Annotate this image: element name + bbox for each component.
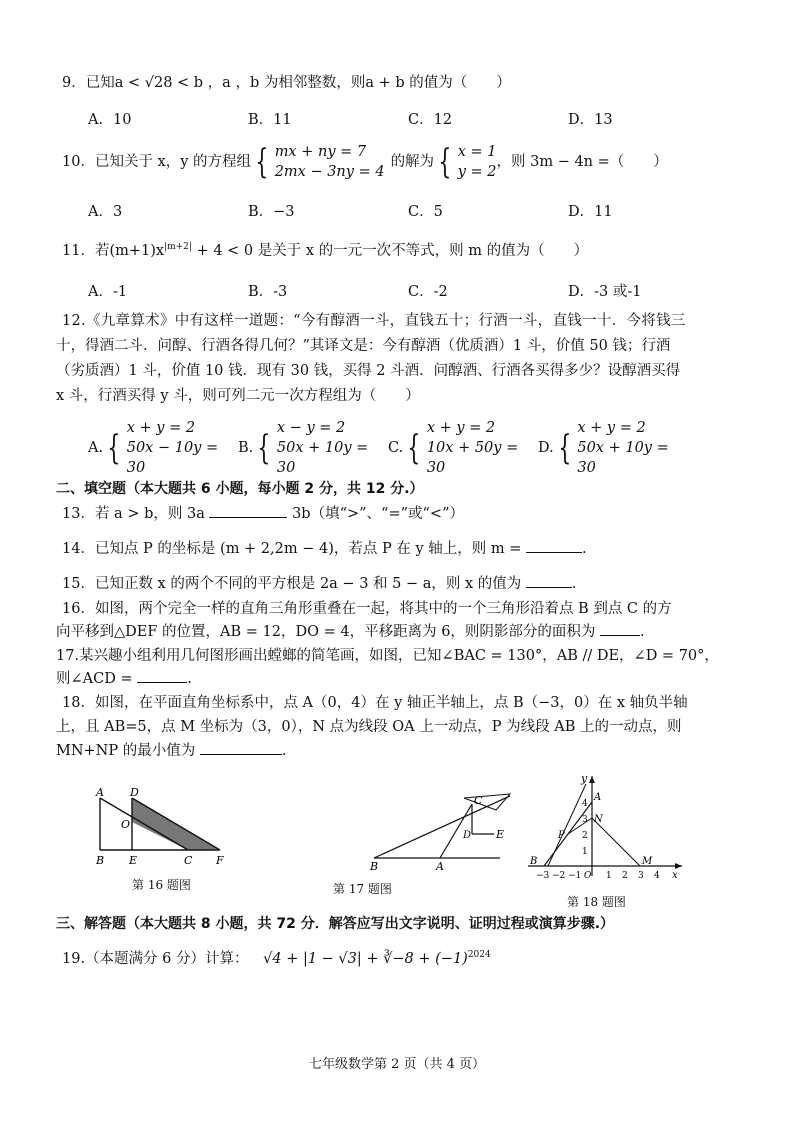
- option-label: A.: [88, 440, 104, 456]
- option-d: D．13: [568, 112, 613, 128]
- option-c: C. { x + y = 2 10x + 50y = 30: [388, 418, 538, 478]
- figure-18-coordinate-plane: [522, 770, 690, 882]
- answer-blank[interactable]: [526, 538, 582, 553]
- figure-17-caption: 第 17 题图: [333, 882, 392, 896]
- option-a: A．10: [88, 112, 132, 128]
- label-o: O: [121, 818, 131, 831]
- option-a: A．-1: [88, 284, 128, 300]
- question-16-line-2: [56, 621, 734, 643]
- question-11: [62, 236, 734, 262]
- label-b: B: [530, 856, 538, 867]
- exponent: 2024: [467, 950, 491, 960]
- option-b: B. { x − y = 2 50x + 10y = 30: [238, 418, 388, 478]
- y-axis-arrow: [589, 776, 595, 783]
- label-y: y: [581, 772, 588, 785]
- segment-nm: [592, 818, 640, 866]
- question-12-options: [88, 418, 734, 478]
- question-18-end: .: [281, 743, 287, 759]
- answer-blank[interactable]: [526, 573, 572, 588]
- option-d: D. { x + y = 2 50x + 10y = 30: [538, 418, 688, 478]
- figure-17-diagram: [360, 790, 520, 872]
- question-11-rest: + 4 < 0 是关于 x 的一元一次不等式，则 m 的值为（ ）: [191, 242, 589, 259]
- figure-16-diagram: [90, 788, 240, 868]
- question-17-line-1: 17.某兴趣小组利用几何图形画出螳螂的简笔画，如图，已知∠BAC = 130°，AB // DE，∠D = 70°，: [56, 648, 719, 664]
- label-a: A: [436, 860, 444, 872]
- question-16-end: .: [640, 624, 645, 640]
- question-10-middle: 的解为: [390, 154, 435, 170]
- tick-y: 1: [582, 847, 588, 857]
- answer-blank[interactable]: [137, 668, 187, 683]
- figure-16-caption: 第 16 题图: [132, 878, 191, 892]
- option-d: D．-3 或-1: [568, 284, 642, 300]
- label-d: D: [463, 830, 472, 841]
- question-18-line-3: [56, 740, 734, 762]
- tick-x: 2: [622, 871, 628, 881]
- label-a: A: [96, 788, 104, 799]
- answer-blank[interactable]: [209, 503, 287, 518]
- x-axis-arrow: [675, 863, 682, 869]
- question-17-end: .: [187, 671, 192, 687]
- question-10: [62, 142, 734, 182]
- question-9-text: 9．已知a < √28 < b ，a ，b 为相邻整数，则a + b 的值为（ ）: [62, 75, 511, 91]
- label-b: B: [96, 854, 105, 867]
- question-15: [62, 573, 734, 595]
- exponent: |m+2|: [164, 242, 192, 252]
- tick-x: −1: [568, 871, 582, 881]
- tick-x: 1: [606, 871, 612, 881]
- question-13-text-end: 3b（填“>”、“=”或“<”）: [292, 506, 464, 522]
- question-9-options: [88, 108, 734, 129]
- question-13-text: 13．若 a > b，则 3a: [62, 506, 205, 522]
- question-12-line-4: x 斗，行酒买得 y 斗，则可列二元一次方程组为（ ）: [56, 388, 420, 404]
- label-x: x: [672, 870, 678, 881]
- option-label: D.: [538, 440, 554, 456]
- option-a: A. { x + y = 2 50x − 10y = 30: [88, 418, 238, 478]
- segment-pn: [568, 818, 592, 834]
- label-b: B: [370, 860, 379, 872]
- tick-x: 3: [638, 871, 644, 881]
- question-18-text: MN+NP 的最小值为: [56, 743, 196, 759]
- line-bc: [374, 796, 510, 858]
- equation-row: 50x − 10y = 30: [126, 440, 219, 476]
- label-c: C: [474, 794, 483, 807]
- question-19: [62, 944, 734, 970]
- equation-row: mx + ny = 7: [274, 144, 367, 160]
- equation-row: x − y = 2: [276, 420, 346, 436]
- page-footer: 七年级数学第 2 页（共 4 页）: [308, 1057, 486, 1072]
- option-b: B．−3: [248, 204, 295, 220]
- question-11-options: [88, 280, 734, 301]
- label-e: E: [496, 828, 505, 841]
- answer-blank[interactable]: [600, 621, 640, 636]
- question-16-text: 向平移到△DEF 的位置，AB = 12，DO = 4，平移距离为 6，则阴影部分的面积为: [56, 624, 596, 640]
- question-12-line-2: 十，得酒二斗．问醇、行酒各得几何？”其译文是：今有醇酒（优质酒）1 斗，价值 50 钱；行酒: [56, 338, 671, 354]
- option-label: B.: [238, 440, 254, 456]
- question-10-suffix: ，则 3m − 4n =（ ）: [496, 154, 668, 170]
- equation-row: y = 2: [457, 164, 497, 180]
- label-d: D: [130, 788, 139, 799]
- option-a: A．3: [88, 204, 123, 220]
- equation-row: x = 1: [457, 144, 497, 160]
- equation-row: 50x + 10y = 30: [577, 440, 669, 476]
- question-14-end: .: [581, 541, 587, 557]
- label-f: F: [216, 854, 224, 867]
- question-11-text: 11．若(m+1)x: [62, 242, 165, 259]
- question-12-line-1: 12.《九章算术》中有这样一道题：“今有醇酒一斗，直钱五十；行酒一斗，直钱一十．今将钱三: [62, 313, 686, 329]
- question-16-line-1: 16．如图，两个完全一样的直角三角形重叠在一起，将其中的一个三角形沿着点 B 到点 C 的方: [62, 601, 672, 617]
- equation-row: 10x + 50y = 30: [426, 440, 519, 476]
- question-14-text: 14．已知点 P 的坐标是 (m + 2,2m − 4)，若点 P 在 y 轴上，则 m =: [62, 541, 522, 557]
- equation-row: 2mx − 3ny = 4: [274, 164, 385, 180]
- reflected-line: [548, 784, 586, 866]
- option-b: B．11: [248, 112, 292, 128]
- tick-y: 2: [582, 831, 588, 841]
- tick-origin: O: [584, 871, 592, 881]
- question-10-prefix: 10．已知关于 x，y 的方程组: [62, 154, 252, 170]
- tick-y: 3: [582, 815, 588, 825]
- option-d: D．11: [568, 204, 613, 220]
- question-9: [62, 72, 734, 94]
- label-n: N: [594, 814, 603, 825]
- question-10-options: [88, 200, 734, 221]
- section-heading-fill-in: 二、填空题（本大题共 6 小题，每小题 2 分，共 12 分.）: [56, 481, 424, 497]
- tick-x: −2: [552, 871, 566, 881]
- figure-18-caption: 第 18 题图: [567, 895, 626, 909]
- question-19-text: 19.（本题满分 6 分）计算：: [62, 950, 249, 967]
- label-e: E: [129, 854, 138, 867]
- label-m: M: [642, 856, 653, 867]
- tick-y: 4: [582, 799, 588, 809]
- question-14: [62, 538, 734, 560]
- label-c: C: [184, 854, 193, 867]
- answer-blank[interactable]: [200, 740, 282, 755]
- label-p: P: [558, 830, 565, 841]
- label-a: A: [594, 792, 602, 803]
- option-c: C．-2: [408, 284, 448, 300]
- tick-x: 4: [654, 871, 660, 881]
- question-15-end: .: [571, 576, 577, 592]
- equation-row: 50x + 10y = 30: [276, 440, 369, 476]
- option-b: B．-3: [248, 284, 288, 300]
- mantis-head: [464, 794, 510, 810]
- equation-system: { mx + ny = 7 2mx − 3ny = 4: [255, 142, 385, 182]
- option-c: C．5: [408, 204, 443, 220]
- option-c: C．12: [408, 112, 453, 128]
- question-17-line-2: [56, 668, 734, 690]
- question-18-line-2: 上，且 AB=5，点 M 坐标为（3，0），N 点为线段 OA 上一动点，P 为线段 AB 上的一动点，则: [56, 719, 682, 735]
- question-17-text: 则∠ACD =: [56, 671, 133, 687]
- question-19-expression: √4 + |1 − √3| + ∛−8 + (−1): [263, 950, 468, 967]
- question-13: [62, 503, 734, 525]
- tick-x: −3: [536, 871, 550, 881]
- equation-row: x + y = 2: [577, 420, 646, 436]
- question-12-line-3: （劣质酒）1 斗，价值 10 钱．现有 30 钱，买得 2 斗酒．问醇酒、行酒各买得多少？设醇酒买得: [56, 363, 681, 379]
- solution-system: { x = 1 y = 2: [438, 142, 497, 182]
- question-18-line-1: 18．如图，在平面直角坐标系中，点 A（0，4）在 y 轴正半轴上，点 B（−3，0）在 x 轴负半轴: [62, 695, 688, 711]
- equation-row: x + y = 2: [126, 420, 196, 436]
- equation-row: x + y = 2: [426, 420, 496, 436]
- option-label: C.: [388, 440, 404, 456]
- question-15-text: 15．已知正数 x 的两个不同的平方根是 2a − 3 和 5 − a，则 x 的值为: [62, 576, 522, 592]
- section-heading-solutions: 三、解答题（本大题共 8 小题，共 72 分．解答应写出文字说明、证明过程或演算步骤.）: [56, 916, 615, 932]
